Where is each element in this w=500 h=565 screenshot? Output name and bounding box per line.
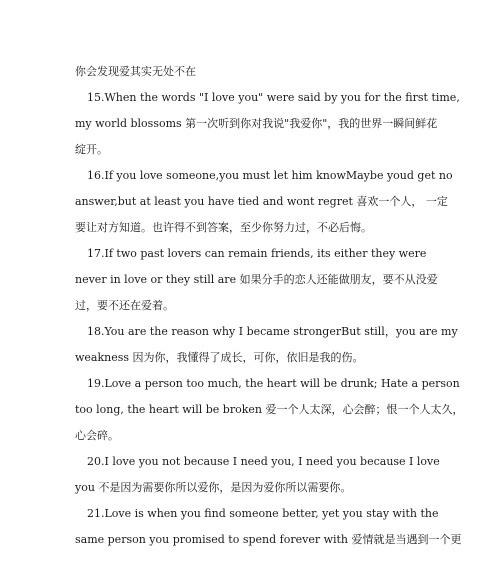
text-line: same person you promised to spend forever with 爱情就是当遇到一个更 [75, 533, 462, 546]
text-line: 18.You are the reason why I became strongerBut still，you are my [87, 325, 458, 338]
text-line: 17.If two past lovers can remain friends, its either they were [87, 247, 427, 260]
text-line: my world blossoms 第一次听到你对我说"我爱你"，我的世界一瞬间鲜花 [75, 117, 438, 130]
text-line: 20.I love you not because I need you, I need you because I love [87, 455, 440, 468]
text-line: 15.When the words "I love you" were said by you for the first time, [87, 91, 460, 104]
text-line: weakness 因为你，我懂得了成长，可你，依旧是我的伤。 [75, 351, 364, 364]
text-line: never in love or they still are 如果分手的恋人还能做朋友，要不从没爱 [75, 273, 438, 286]
text-line: 19.Love a person too much, the heart will be drunk; Hate a person [87, 377, 460, 390]
text-line: 绽开。 [75, 143, 108, 156]
text-line: 心会碎。 [75, 429, 119, 442]
text-line: answer,but at least you have tied and wont regret 喜欢一个人， 一定 [75, 195, 448, 208]
text-line: you 不是因为需要你所以爱你，是因为爱你所以需要你。 [75, 481, 352, 494]
text-line: 你会发现爱其实无处不在 [75, 65, 196, 78]
text-line: 16.If you love someone,you must let him knowMaybe youd get no [87, 169, 453, 182]
text-line: 过，要不还在爱着。 [75, 299, 174, 312]
text-line: too long, the heart will be broken 爱一个人太深，心会醉；恨一个人太久， [75, 403, 464, 416]
text-line: 21.Love is when you find someone better, yet you stay with the [87, 507, 439, 520]
text-line: 要让对方知道。也许得不到答案，至少你努力过，不必后悔。 [75, 221, 372, 234]
